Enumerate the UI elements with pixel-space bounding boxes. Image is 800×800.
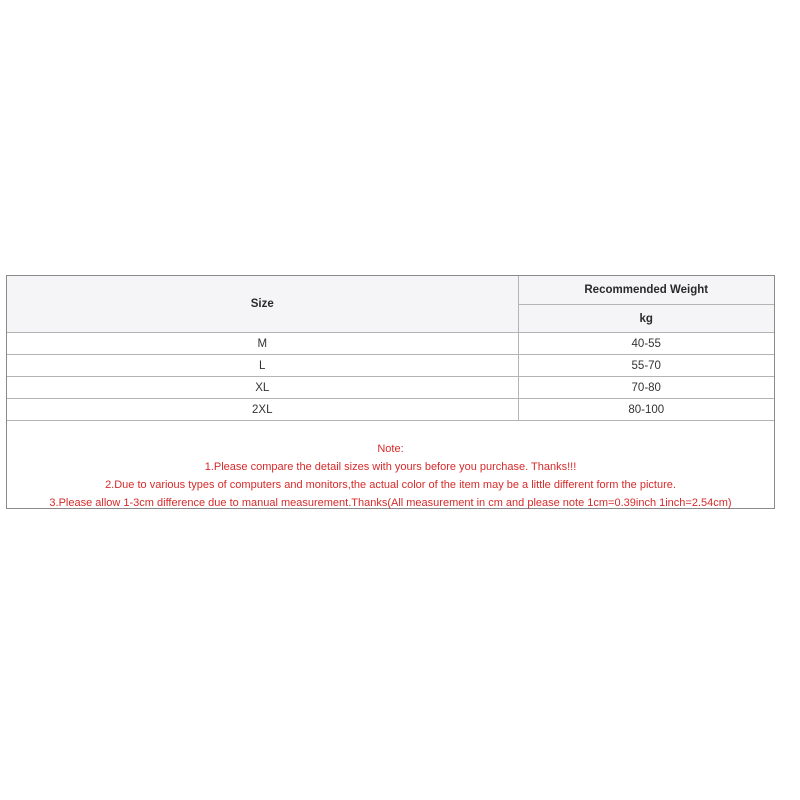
size-cell: 2XL: [7, 399, 518, 421]
table-row: [7, 377, 774, 399]
weight-cell: 40-55: [518, 333, 774, 355]
table-row: [7, 333, 774, 355]
size-cell: L: [7, 355, 518, 377]
weight-cell: 70-80: [518, 377, 774, 399]
note-line: 1.Please compare the detail sizes with yours before you purchase. Thanks!!!: [204, 461, 577, 473]
weight-cell: 55-70: [518, 355, 774, 377]
note-line: 3.Please allow 1-3cm difference due to manual measurement.Thanks(All measurement in cm and please note 1cm=0.39inch 1inch=2.54cm): [49, 497, 732, 509]
size-cell: M: [7, 333, 518, 355]
notes-section: [7, 440, 774, 512]
table-row: [7, 355, 774, 377]
size-cell: XL: [7, 377, 518, 399]
table-row: [7, 399, 774, 421]
weight-cell: 80-100: [518, 399, 774, 421]
weight-column-header: Recommended Weight: [518, 276, 774, 305]
note-title: Note:: [377, 443, 404, 455]
size-table: [7, 276, 774, 421]
size-chart: [6, 275, 775, 509]
size-column-header: Size: [7, 276, 518, 333]
table-header-row: [7, 276, 774, 305]
note-line: 2.Due to various types of computers and monitors,the actual color of the item may be a little different form the picture.: [105, 479, 676, 491]
weight-unit-header: kg: [518, 305, 774, 333]
